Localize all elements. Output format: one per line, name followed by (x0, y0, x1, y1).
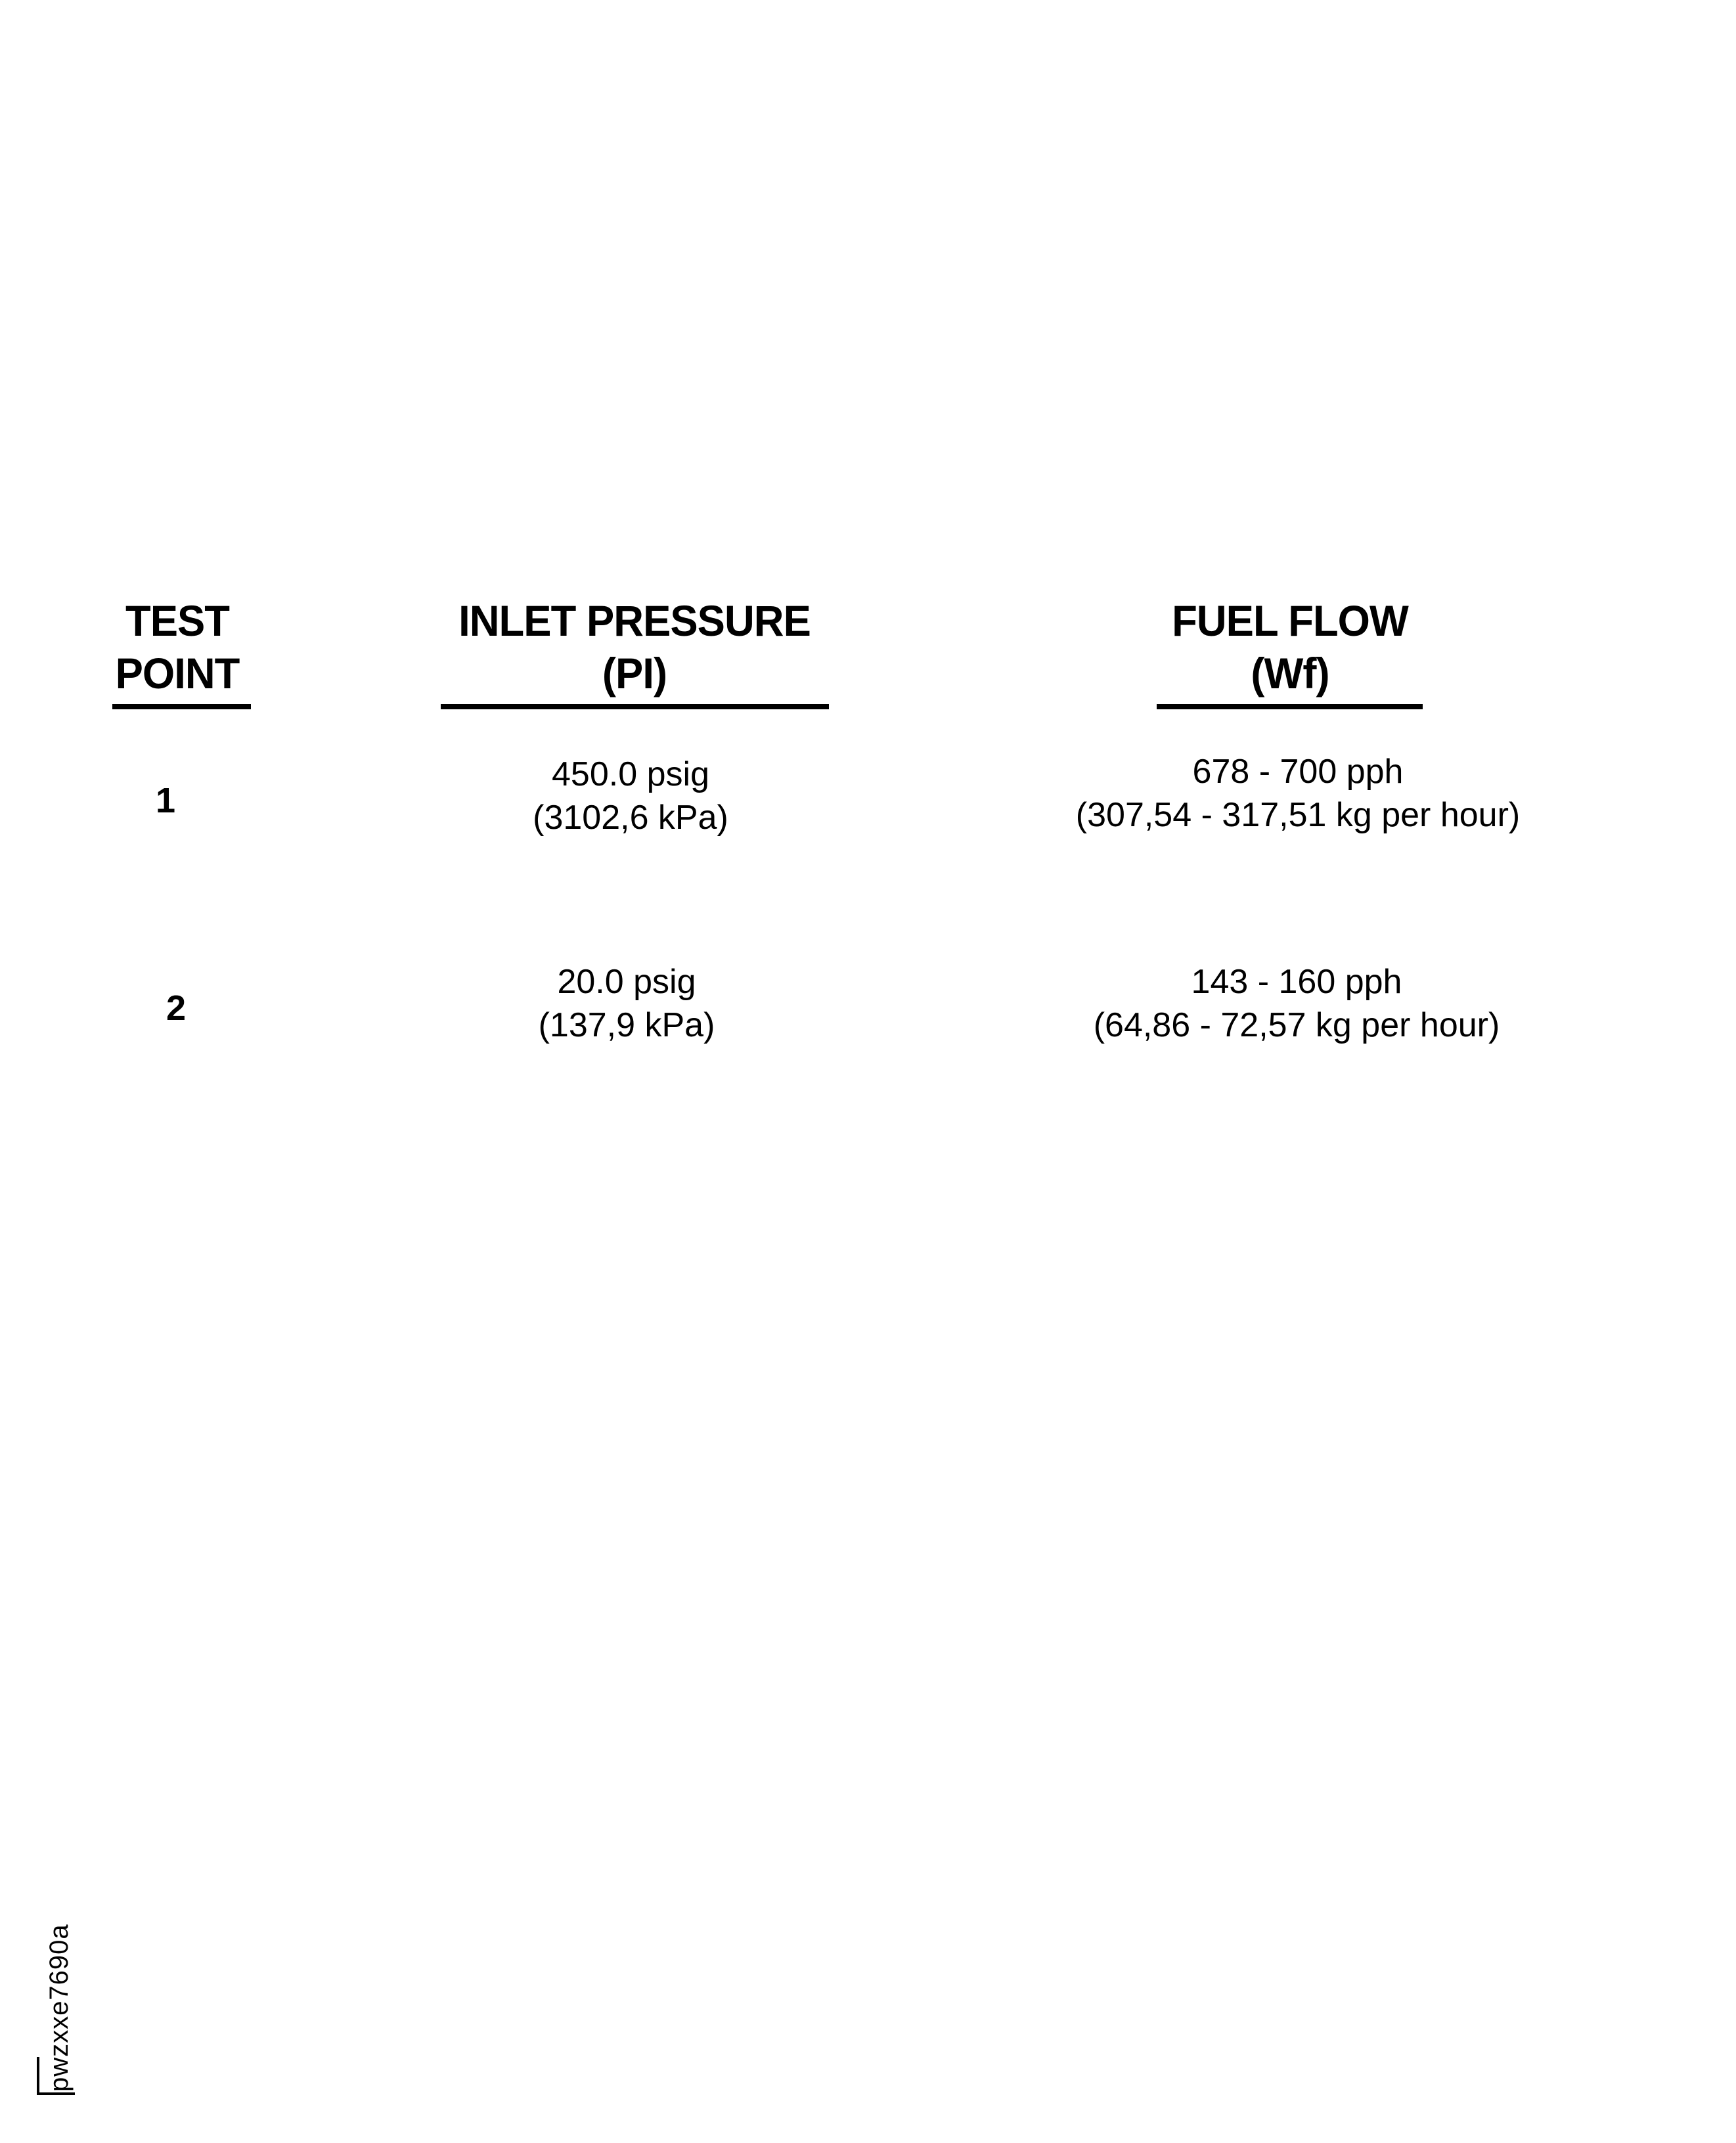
figure-id-label: pwzxxe7690a (45, 1924, 74, 2092)
header-fuel-flow-line2: (Wf) (1251, 649, 1329, 697)
header-inlet-pressure (429, 594, 840, 699)
fuel-flow-metric: (64,86 - 72,57 kg per hour) (1093, 1006, 1500, 1044)
figure-id-bracket-horizontal (37, 2092, 75, 2095)
header-test-point (102, 594, 253, 699)
inlet-pressure-imperial: 450.0 psig (552, 755, 709, 793)
header-fuel-flow-underline (1157, 704, 1423, 709)
header-inlet-pressure-line2: (PI) (602, 649, 667, 697)
inlet-pressure-imperial: 20.0 psig (557, 963, 696, 1001)
header-fuel-flow-line1: FUEL FLOW (1172, 596, 1408, 645)
inlet-pressure-metric: (3102,6 kPa) (533, 799, 728, 837)
inlet-pressure-cell (434, 753, 828, 839)
fuel-flow-cell (1035, 750, 1561, 837)
header-test-point-line1: TEST (125, 596, 230, 645)
inlet-pressure-metric: (137,9 kPa) (538, 1006, 715, 1044)
header-inlet-pressure-line1: INLET PRESSURE (458, 596, 811, 645)
fuel-flow-metric: (307,54 - 317,51 kg per hour) (1075, 796, 1521, 834)
header-test-point-line2: POINT (115, 649, 240, 697)
header-test-point-underline (112, 704, 251, 709)
header-inlet-pressure-underline (441, 704, 829, 709)
test-point-number: 2 (166, 988, 187, 1028)
header-fuel-flow (1101, 594, 1479, 699)
fuel-flow-cell (1034, 960, 1559, 1047)
fuel-flow-imperial: 143 - 160 pph (1191, 963, 1402, 1001)
inlet-pressure-cell (430, 960, 824, 1047)
figure-id-bracket-vertical (37, 2057, 39, 2095)
fuel-flow-imperial: 678 - 700 pph (1192, 753, 1404, 791)
test-point-number: 1 (155, 781, 176, 820)
